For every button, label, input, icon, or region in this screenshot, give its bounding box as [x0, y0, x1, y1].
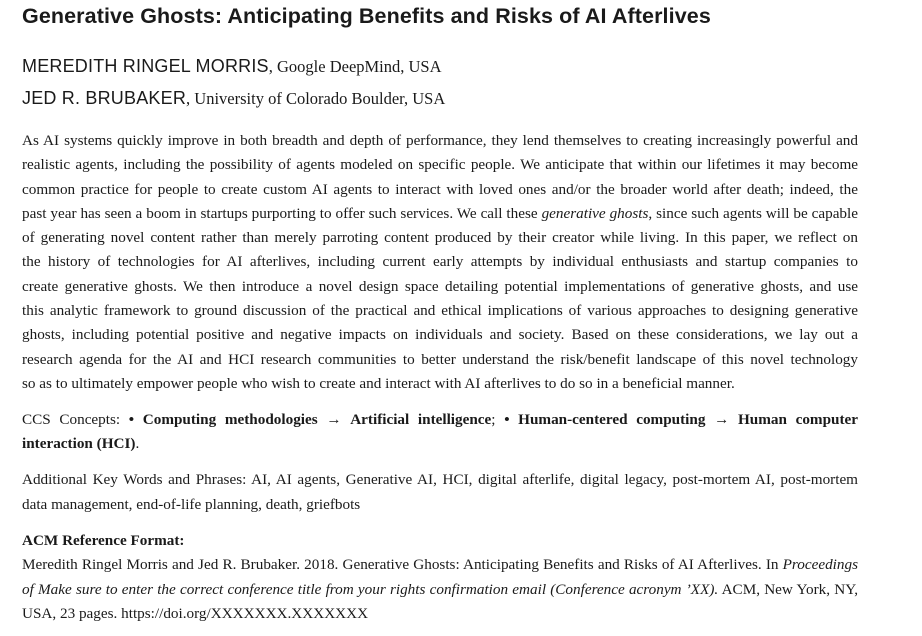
reference-line — [22, 555, 858, 575]
abstract-line: As AI systems quickly improve in both breadth and depth of performance, they lend themselves to creating increasingly powerful and — [22, 132, 858, 149]
ccs-subconcept: interaction (HCI) — [22, 435, 136, 452]
reference-emphasis: of Make sure to enter the correct conference title from your rights confirmation email (Conference acronym ’XX). — [22, 581, 719, 598]
reference-line — [22, 580, 858, 600]
abstract-text: past year has seen a boom in startups purporting to offer such services. We call these — [22, 205, 542, 222]
ccs-concept: Computing methodologies — [142, 411, 318, 428]
abstract-emphasis: generative ghosts — [541, 205, 649, 222]
reference-heading: ACM Reference Format: — [22, 532, 185, 549]
reference-text: Meredith Ringel Morris and Jed R. Brubaker. 2018. Generative Ghosts: Anticipating Benefits and Risks of AI Afterlives. In — [22, 556, 783, 573]
abstract-line: the history of technologies for AI afterlives, including current early attempts by individual enthusiasts and startup companies to — [22, 253, 858, 270]
ccs-bullet: • — [504, 411, 519, 428]
keywords-line: Additional Key Words and Phrases: AI, AI agents, Generative AI, HCI, digital afterlife, digital legacy, post-mortem AI, post-mortem — [22, 471, 858, 488]
ccs-bullet: • — [128, 411, 143, 428]
author-1 — [22, 56, 442, 77]
ccs-separator: ; — [491, 411, 505, 428]
abstract-line: this analytic framework to ground discussion of the practical and ethical implications of various approaches to designing generative — [22, 302, 858, 319]
abstract-line: research agenda for the AI and HCI research communities to better understand the risk/benefit landscape of this novel technology — [22, 351, 858, 368]
author-name: JED R. BRUBAKER — [22, 88, 187, 108]
abstract-text: , since such agents will be capable — [648, 205, 858, 222]
abstract-line: common practice for people to create custom AI agents to interact with loved ones and/or the broader world after death; indeed, the — [22, 181, 858, 198]
author-name: MEREDITH RINGEL MORRIS — [22, 56, 269, 76]
reference-emphasis: Proceedings — [782, 556, 858, 573]
ccs-subconcept: Artificial intelligence — [350, 411, 492, 428]
ccs-end: . — [135, 435, 140, 452]
abstract-line: create generative ghosts. We then introduce a novel design space detailing potential implementations of generative ghosts, and use — [22, 278, 858, 295]
abstract-line: realistic agents, including the possibility of agents modeled on specific people. We anticipate that within our lifetimes it may become — [22, 156, 858, 173]
ccs-concepts — [22, 410, 858, 430]
keywords-line: data management, end-of-life planning, death, griefbots — [22, 496, 361, 513]
abstract-line: of generating novel content rather than merely parroting content produced by their creator while living. In this paper, we reflect on — [22, 229, 858, 246]
author-affiliation: , Google DeepMind, USA — [268, 57, 442, 76]
reference-line: USA, 23 pages. https://doi.org/XXXXXXX.XXXXXXX — [22, 605, 369, 622]
abstract-line — [22, 204, 858, 224]
ccs-concepts-continued — [22, 434, 858, 454]
ccs-subconcept: Human computer — [737, 411, 859, 428]
reference-text: ACM, New York, NY, — [718, 581, 858, 598]
author-2 — [22, 88, 445, 109]
abstract-line: ghosts, including potential positive and negative impacts on individuals and society. Based on these considerations, we lay out a — [22, 326, 858, 343]
abstract-line: so as to ultimately empower people who wish to create and interact with AI afterlives to do so in a beneficial manner. — [22, 375, 735, 392]
paper-title: Generative Ghosts: Anticipating Benefits and Risks of AI Afterlives — [22, 4, 711, 28]
ccs-arrow: → — [705, 411, 738, 428]
ccs-concept: Human-centered computing — [518, 411, 706, 428]
ccs-arrow: → — [317, 411, 351, 428]
author-affiliation: , University of Colorado Boulder, USA — [186, 89, 446, 108]
ccs-label: CCS Concepts: — [22, 411, 129, 428]
